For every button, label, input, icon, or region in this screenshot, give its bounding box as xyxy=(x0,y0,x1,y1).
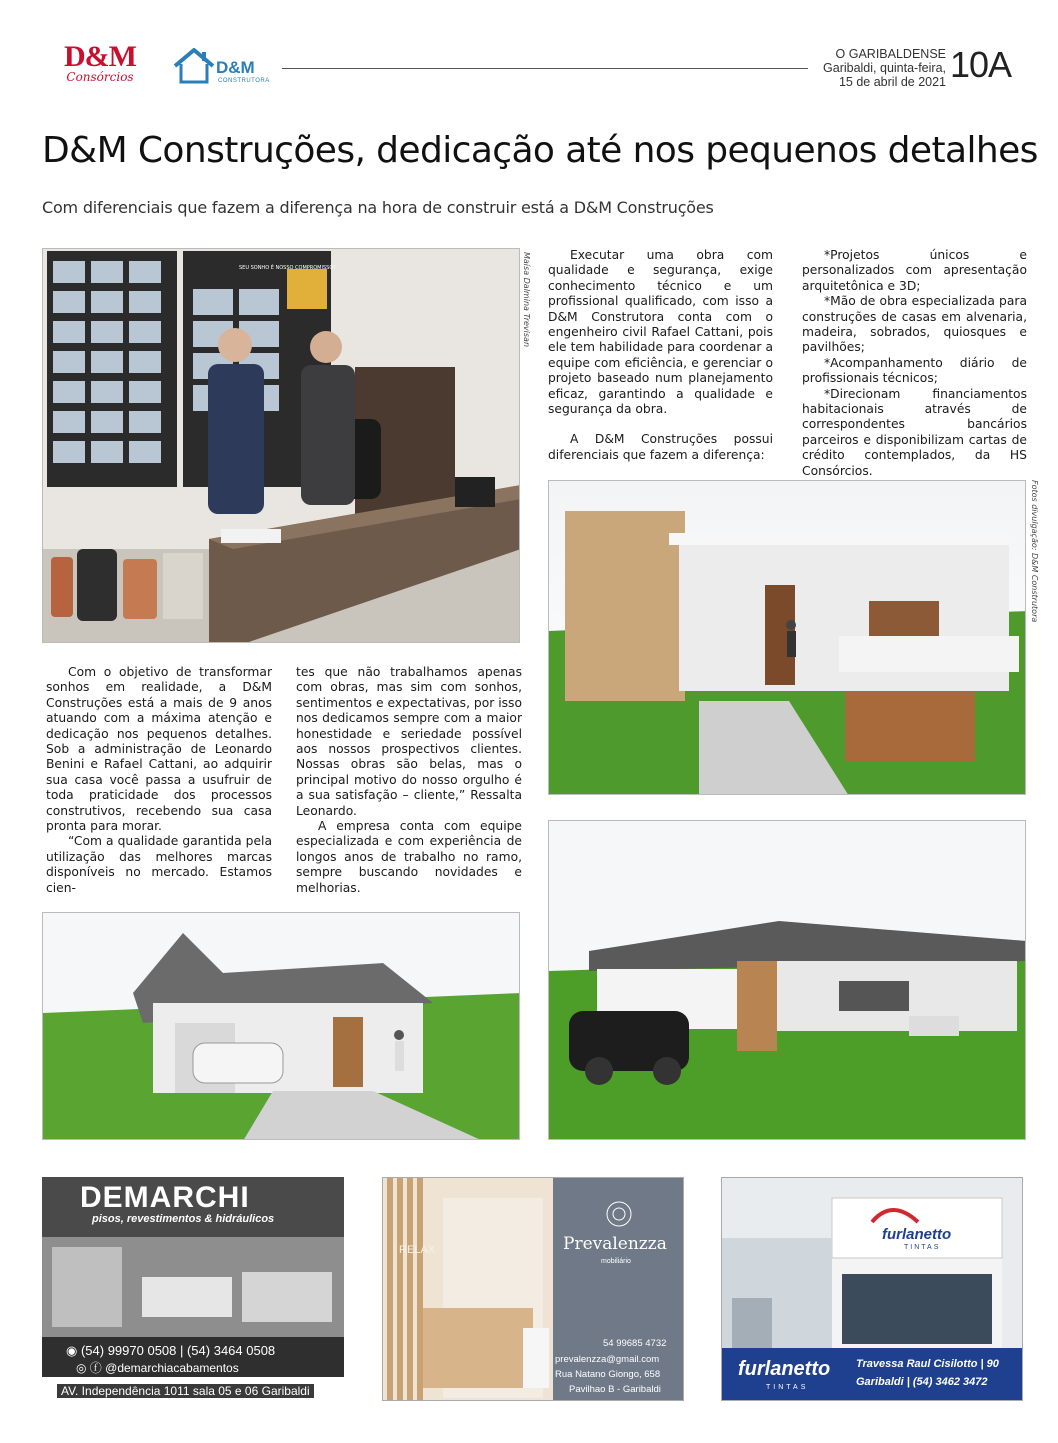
prevalenzza-address2: Pavilhao B - Garibaldi xyxy=(569,1384,661,1395)
ad-prevalenzza xyxy=(382,1177,684,1401)
instagram-facebook-icon: ◎ ⓕ xyxy=(76,1361,106,1375)
photo-credit-office: Maísa Dalmina Trevisan xyxy=(522,252,531,348)
house-render-scene xyxy=(43,913,520,1140)
paragraph: *Projetos únicos e personalizados com apresentação arquitetônica e 3D; xyxy=(802,248,1027,293)
furlanetto-address2: Garibaldi | (54) 3462 3472 xyxy=(856,1376,988,1388)
paragraph: *Mão de obra especializada para construções de casas em alvenaria, madeira, sobrados, quiosques e pavilhões; xyxy=(802,294,1027,355)
house-render-2 xyxy=(42,912,520,1140)
demarchi-brand: DEMARCHI xyxy=(80,1181,250,1214)
prevalenzza-tagline: mobiliário xyxy=(601,1258,631,1265)
demarchi-phone-line: (54) 99970 0508 | (54) 3464 0508 xyxy=(80,1343,276,1358)
demarchi-phones xyxy=(66,1343,275,1359)
photo-credit-renders: Fotos divulgação: D&M Construtora xyxy=(1030,480,1039,623)
paragraph: Executar uma obra com qualidade e segurança, exige conhecimento técnico e um profissional qualificado, com isso a D&M Construtora conta com o engenheiro civil Rafael Cattani, pois ele tem habilidade para coordenar a equipe com eficiência, e gerenciar o projeto baseado num planejamento eficaz, garantindo a qualidade e segurança da obra. xyxy=(548,248,773,417)
article-column-1 xyxy=(46,665,272,896)
furlanetto-footer xyxy=(722,1348,1023,1401)
newspaper-date-line2: 15 de abril de 2021 xyxy=(838,75,946,89)
paragraph: “Com a qualidade garantida pela utilização das melhores marcas disponíveis no mercado. Estamos cien- xyxy=(46,834,272,895)
dm-construtora-logo-sub: CONSTRUTORA xyxy=(218,78,270,84)
paragraph: *Acompanhamento diário de profissionais técnicos; xyxy=(802,355,1027,386)
demarchi-address: AV. Independência 1011 sala 05 e 06 Garibaldi xyxy=(57,1384,314,1398)
furlanetto-sign-brand: furlanetto xyxy=(882,1226,952,1243)
demarchi-social-handle: @demarchiacabamentos xyxy=(105,1361,239,1375)
house-render-1 xyxy=(548,480,1026,795)
article-column-2 xyxy=(296,665,522,896)
newspaper-info xyxy=(823,47,946,89)
house-render-scene xyxy=(549,481,1026,795)
ad-furlanetto xyxy=(721,1177,1023,1401)
dm-consorcios-logo-main: D&M xyxy=(64,40,136,73)
newspaper-date-line1: Garibaldi, quinta-feira, xyxy=(823,61,946,75)
article-headline: D&M Construções, dedicação até nos pequenos detalhes xyxy=(42,130,1038,171)
prevalenzza-phone: 54 99685 4732 xyxy=(603,1338,667,1349)
dm-consorcios-logo-sub: Consórcios xyxy=(66,70,134,84)
furlanetto-brand-sub: TINTAS xyxy=(766,1384,809,1391)
header-rule xyxy=(282,68,808,69)
office-scene xyxy=(43,249,520,643)
dm-consorcios-logo xyxy=(52,42,148,88)
furlanetto-address1: Travessa Raul Cisilotto | 90 xyxy=(856,1358,999,1370)
article-column-4 xyxy=(802,248,1027,479)
house-icon xyxy=(172,46,216,86)
paragraph: *Direcionam financiamentos habitacionais através de correspondentes bancários parceiros e disponibilizam cartas de crédito contemplados, da HS Consórcios. xyxy=(802,386,1027,478)
demarchi-tagline: pisos, revestimentos & hidráulicos xyxy=(92,1213,275,1225)
whatsapp-icon: ◉ xyxy=(66,1343,81,1358)
furlanetto-sign-sub: TINTAS xyxy=(904,1244,941,1251)
prevalenzza-sign: RELAX xyxy=(399,1244,436,1256)
house-render-scene xyxy=(549,821,1026,1140)
prevalenzza-emblem-icon xyxy=(605,1200,633,1228)
article-column-3 xyxy=(548,248,773,463)
prevalenzza-brand: Prevalenzza xyxy=(563,1234,667,1254)
office-photo xyxy=(42,248,520,643)
prevalenzza-panel xyxy=(553,1178,684,1401)
paragraph: Com o objetivo de transformar sonhos em realidade, a D&M Construções está a mais de 9 anos atuando com a máxima atenção e dedicação nos pequenos detalhes. Sob a administração de Leonardo Benini e Rafael Cattani, ao adquirir sua casa você passa a usufruir de toda praticidade dos processos construtivos, recebendo sua casa pronta para morar. xyxy=(46,665,272,834)
furlanetto-store-photo xyxy=(722,1178,1023,1348)
prevalenzza-address1: Rua Natano Giongo, 658 xyxy=(555,1369,661,1380)
paragraph: tes que não trabalhamos apenas com obras, mas sim com sonhos, sentimentos e expectativas, por isso nos dedicamos sempre com a maior honestidade e seriedade possível aos nossos prospectivos clientes. Nossas obras são belas, mas o principal motivo do nosso orgulho é a sua satisfação – cliente,” Ressalta Leonardo. xyxy=(296,665,522,818)
office-wall-sign: SEU SONHO É NOSSO COMPROMISSO! xyxy=(239,265,336,271)
demarchi-social xyxy=(76,1359,239,1376)
page-number: 10A xyxy=(950,44,1012,85)
article-subhead: Com diferenciais que fazem a diferença na hora de construir está a D&M Construções xyxy=(42,198,714,217)
prevalenzza-email: prevalenzza@gmail.com xyxy=(555,1354,660,1365)
newspaper-name: O GARIBALDENSE xyxy=(835,47,946,61)
paragraph: A empresa conta com equipe especializada e com experiência de longos anos de trabalho no ramo, sempre buscando novidades e melhorias. xyxy=(296,819,522,895)
prevalenzza-room-photo xyxy=(383,1178,553,1401)
furlanetto-brand: furlanetto xyxy=(738,1358,831,1380)
ad-demarchi xyxy=(42,1177,344,1377)
dm-construtora-logo-main: D&M xyxy=(216,58,255,77)
house-render-3 xyxy=(548,820,1026,1140)
paragraph: A D&M Construções possui diferenciais que fazem a diferença: xyxy=(548,432,773,462)
dm-construtora-logo xyxy=(172,44,272,88)
